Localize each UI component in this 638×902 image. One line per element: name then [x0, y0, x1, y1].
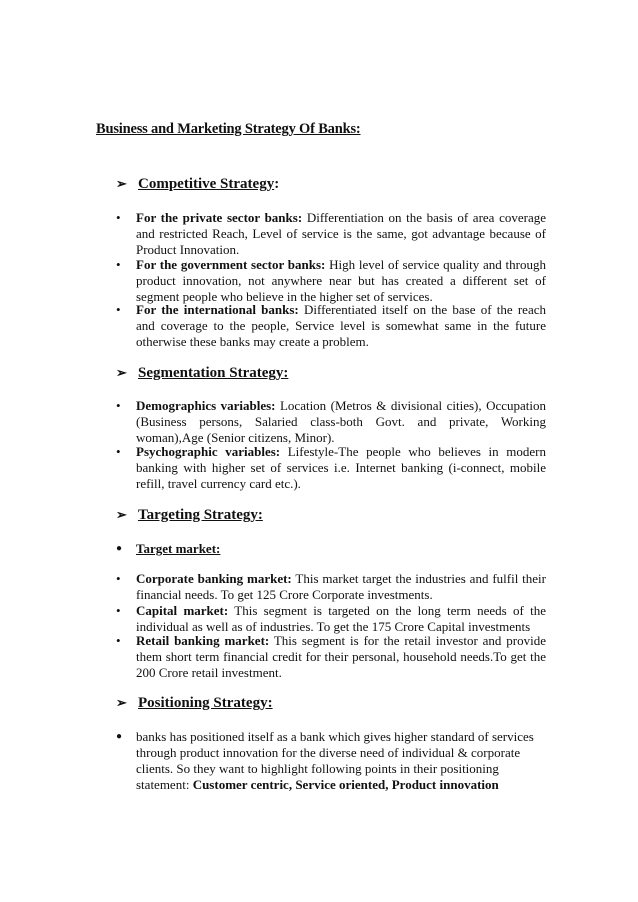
section-heading-label: Targeting Strategy:	[138, 507, 263, 523]
bullet-icon: •	[116, 302, 121, 317]
section-heading-segmentation	[116, 365, 288, 382]
target-market-item	[116, 541, 546, 557]
section-heading-positioning	[116, 695, 273, 712]
bullet-icon: •	[116, 444, 121, 459]
arrow-bullet-icon: ➢	[116, 507, 127, 522]
item-term: Retail banking market:	[136, 633, 270, 648]
item-text: This segment is targeted on the long term needs of the individual as well as of industries. To get the 175 Crore Capital investments	[136, 603, 546, 634]
list-item	[116, 571, 546, 603]
bullet-icon: •	[116, 603, 121, 618]
disc-bullet-icon: ●	[116, 543, 123, 554]
item-term: Psychographic variables:	[136, 444, 281, 459]
list-item	[116, 603, 546, 635]
document-title: Business and Marketing Strategy Of Banks:	[96, 121, 361, 137]
list-item	[116, 302, 546, 350]
list-item	[116, 210, 546, 258]
item-text: High level of service quality and through product innovation, not anywhere near but has created a different set of segment people who believe in the higher set of services.	[136, 257, 546, 304]
section-heading-targeting	[116, 507, 263, 524]
arrow-bullet-icon: ➢	[116, 176, 127, 191]
arrow-bullet-icon: ➢	[116, 365, 127, 380]
bullet-icon: •	[116, 398, 121, 413]
list-item	[116, 633, 546, 681]
positioning-paragraph	[116, 729, 536, 793]
item-text: This market target the industries and fulfil their financial needs. To get 125 Crore Corporate investments.	[136, 571, 546, 602]
section-heading-label: Positioning Strategy:	[138, 695, 273, 711]
list-item	[116, 398, 546, 446]
arrow-bullet-icon: ➢	[116, 695, 127, 710]
section-heading-label: Competitive Strategy	[138, 176, 275, 192]
list-item	[116, 257, 546, 305]
disc-bullet-icon: ●	[116, 731, 123, 742]
item-term: Capital market:	[136, 603, 229, 618]
item-text: Differentiated itself on the base of the reach and coverage to the people, Service level is somewhat same in the future otherwise these banks may create a problem.	[136, 302, 546, 349]
bullet-icon: •	[116, 571, 121, 586]
bullet-icon: •	[116, 633, 121, 648]
item-term: For the private sector banks:	[136, 210, 303, 225]
paragraph-bold-text: Customer centric, Service oriented, Product innovation	[192, 777, 499, 792]
item-text: Lifestyle-The people who believes in modern banking with higher set of services i.e. Internet banking (i-connect, mobile refill, travel currency card etc.).	[136, 444, 546, 491]
item-text: Location (Metros & divisional cities), Occupation (Business persons, Salaried class-both Govt. and private, Working woman),Age (Senior citizens, Minor).	[136, 398, 547, 445]
paragraph-text: banks has positioned itself as a bank which gives higher standard of services through product innovation for the diverse need of individual & corporate clients. So they want to highlight following points in their positioning statement:	[136, 729, 534, 792]
section-heading-label: Segmentation Strategy:	[138, 365, 289, 381]
target-market-label: Target market:	[136, 541, 221, 556]
bullet-icon: •	[116, 257, 121, 272]
item-term: For the international banks:	[136, 302, 299, 317]
section-heading-competitive	[116, 176, 279, 193]
bullet-icon: •	[116, 210, 121, 225]
item-term: Demographics variables:	[136, 398, 276, 413]
item-text: Differentiation on the basis of area coverage and restricted Reach, Level of service is the same, got advantage because of Product Innovation.	[136, 210, 546, 257]
section-heading-colon: :	[274, 176, 280, 192]
item-text: This segment is for the retail investor and provide them short term financial credit for their personal, household needs.To get the 200 Crore retail investment.	[136, 633, 546, 680]
item-term: For the government sector banks:	[136, 257, 326, 272]
list-item	[116, 444, 546, 492]
item-term: Corporate banking market:	[136, 571, 292, 586]
